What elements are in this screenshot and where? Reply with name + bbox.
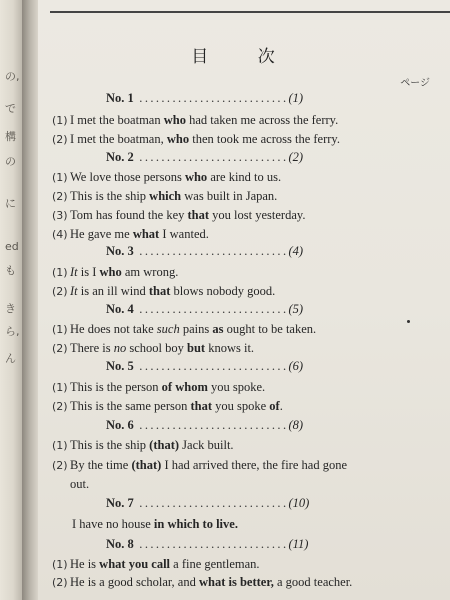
item-number: (1) (52, 171, 68, 184)
page-number: (6) (288, 359, 304, 373)
text-run: out. (70, 477, 90, 491)
section-heading (106, 244, 303, 259)
text-run: am wrong. (121, 265, 179, 279)
text-run: I met the boatman (70, 113, 164, 127)
page-number: (5) (288, 302, 304, 316)
text-run: (that) (131, 458, 162, 472)
leader-dots: ........................... (133, 537, 289, 551)
left-page-fragment: も (5, 264, 16, 277)
text-run: that (190, 399, 212, 413)
example-sentence (52, 557, 260, 572)
item-number: (1) (52, 266, 68, 279)
leader-dots: ........................... (133, 150, 289, 164)
sentence-continuation (52, 477, 89, 492)
text-run: (that) (149, 438, 180, 452)
item-number: (4) (52, 228, 68, 241)
text-run: which (149, 189, 182, 203)
section-heading (106, 150, 303, 165)
left-page-fragment: 構 (5, 130, 16, 143)
item-number: (2) (52, 400, 68, 413)
text-run: who (166, 132, 190, 146)
text-run: No. 4 (106, 302, 134, 316)
section-heading (106, 359, 303, 374)
text-run: had taken me across the ferry. (185, 113, 339, 127)
text-run: . (279, 399, 283, 413)
text-run: a good teacher. (273, 575, 353, 589)
page-column-label: ページ (400, 78, 430, 89)
page-title: 目 次 (191, 47, 297, 67)
page-number: (2) (288, 150, 304, 164)
example-sentence (52, 170, 281, 185)
text-run: He is (70, 557, 100, 571)
text-run: you spoke. (207, 380, 266, 394)
example-sentence (52, 113, 338, 128)
text-run: that (187, 208, 210, 222)
text-run: are kind to us. (207, 170, 282, 184)
text-run: This is the ship (70, 189, 150, 203)
text-run: Tom has found the key (70, 208, 188, 222)
left-page-fragment: に (5, 197, 16, 210)
left-page-fragment: の, (5, 70, 20, 83)
section-heading (106, 496, 309, 511)
page-number: (10) (288, 496, 310, 510)
left-page-edge (0, 0, 22, 600)
text-run: No. 1 (106, 91, 134, 105)
text-run: no (113, 341, 127, 355)
text-run: is an ill wind (77, 284, 149, 298)
text-run: We love those persons (70, 170, 185, 184)
text-run: you spoke (212, 399, 270, 413)
item-number: (1) (52, 439, 68, 452)
leader-dots: ........................... (133, 302, 289, 316)
page-number: (1) (288, 91, 304, 105)
item-number: (2) (52, 342, 68, 355)
left-page-fragment: で (5, 102, 16, 115)
item-number: (1) (52, 558, 68, 571)
ink-speck (407, 320, 410, 323)
example-sentence (52, 132, 340, 147)
item-number: (3) (52, 209, 68, 222)
text-run: a fine gentleman. (170, 557, 260, 571)
leader-dots: ........................... (133, 418, 289, 432)
contents-page (38, 0, 450, 600)
text-run: He does not take (70, 322, 157, 336)
text-run: what (132, 227, 160, 241)
item-number: (1) (52, 114, 68, 127)
text-run: I met the boatman, (70, 132, 167, 146)
text-run: who (163, 113, 186, 127)
example-sentence (52, 458, 347, 473)
section-heading (106, 302, 303, 317)
text-run: He is a good scholar, and (70, 575, 199, 589)
example-sentence (52, 380, 265, 395)
left-page-fragment: ed (5, 240, 19, 253)
leader-dots: ........................... (133, 359, 289, 373)
text-run: who (99, 265, 122, 279)
example-sentence (52, 341, 254, 356)
example-sentence (72, 517, 238, 532)
text-run: No. 8 (106, 537, 134, 551)
text-run: what you call (99, 557, 171, 571)
example-sentence (52, 227, 209, 242)
text-run: in which to live. (153, 517, 238, 531)
text-run: you lost yesterday. (209, 208, 306, 222)
example-sentence (52, 189, 277, 204)
text-run: of whom (161, 380, 208, 394)
text-run: such (156, 322, 180, 336)
text-run: No. 6 (106, 418, 134, 432)
text-run: No. 3 (106, 244, 134, 258)
item-number: (2) (52, 285, 68, 298)
example-sentence (52, 399, 283, 414)
text-run: as (212, 322, 224, 336)
text-run: then took me across the ferry. (189, 132, 340, 146)
item-number: (2) (52, 133, 68, 146)
top-rule (50, 11, 450, 13)
text-run: what is better, (198, 575, 274, 589)
example-sentence (52, 438, 234, 453)
text-run: I had arrived there, the fire had gone (161, 458, 347, 472)
example-sentence (52, 575, 352, 590)
example-sentence (52, 265, 178, 280)
text-run: There is (70, 341, 114, 355)
text-run: that (148, 284, 171, 298)
item-number: (2) (52, 190, 68, 203)
section-heading (106, 418, 303, 433)
left-page-fragment: き (5, 302, 16, 315)
text-run: knows it. (205, 341, 255, 355)
leader-dots: ........................... (133, 91, 289, 105)
text-run: blows nobody good. (170, 284, 276, 298)
page-number: (11) (288, 537, 309, 551)
text-run: It (70, 284, 78, 298)
example-sentence (52, 284, 275, 299)
section-heading (106, 537, 308, 552)
leader-dots: ........................... (133, 496, 289, 510)
text-run: No. 2 (106, 150, 134, 164)
left-page-fragment: の (5, 155, 16, 168)
text-run: This is the person (70, 380, 162, 394)
page-number: (4) (288, 244, 304, 258)
item-number: (1) (52, 323, 68, 336)
item-number: (1) (52, 381, 68, 394)
item-number: (2) (52, 459, 68, 472)
text-run: school boy (126, 341, 187, 355)
text-run: It (70, 265, 78, 279)
item-number: (2) (52, 576, 68, 589)
text-run: I have no house (72, 517, 154, 531)
book-gutter (22, 0, 38, 600)
text-run: is I (77, 265, 100, 279)
page-number: (8) (288, 418, 304, 432)
text-run: He gave me (70, 227, 133, 241)
text-run: was built in Japan. (181, 189, 278, 203)
left-page-fragment: ら, (5, 325, 20, 338)
example-sentence (52, 322, 316, 337)
text-run: This is the same person (70, 399, 191, 413)
text-run: pains (179, 322, 213, 336)
text-run: who (184, 170, 208, 184)
left-page-fragment: ん (5, 352, 16, 365)
text-run: but (187, 341, 206, 355)
text-run: I wanted. (159, 227, 209, 241)
section-heading (106, 91, 303, 106)
text-run: No. 5 (106, 359, 134, 373)
text-run: Jack built. (179, 438, 234, 452)
example-sentence (52, 208, 305, 223)
text-run: of (269, 399, 280, 413)
text-run: By the time (70, 458, 132, 472)
leader-dots: ........................... (133, 244, 289, 258)
text-run: No. 7 (106, 496, 134, 510)
text-run: This is the ship (70, 438, 150, 452)
text-run: ought to be taken. (223, 322, 317, 336)
